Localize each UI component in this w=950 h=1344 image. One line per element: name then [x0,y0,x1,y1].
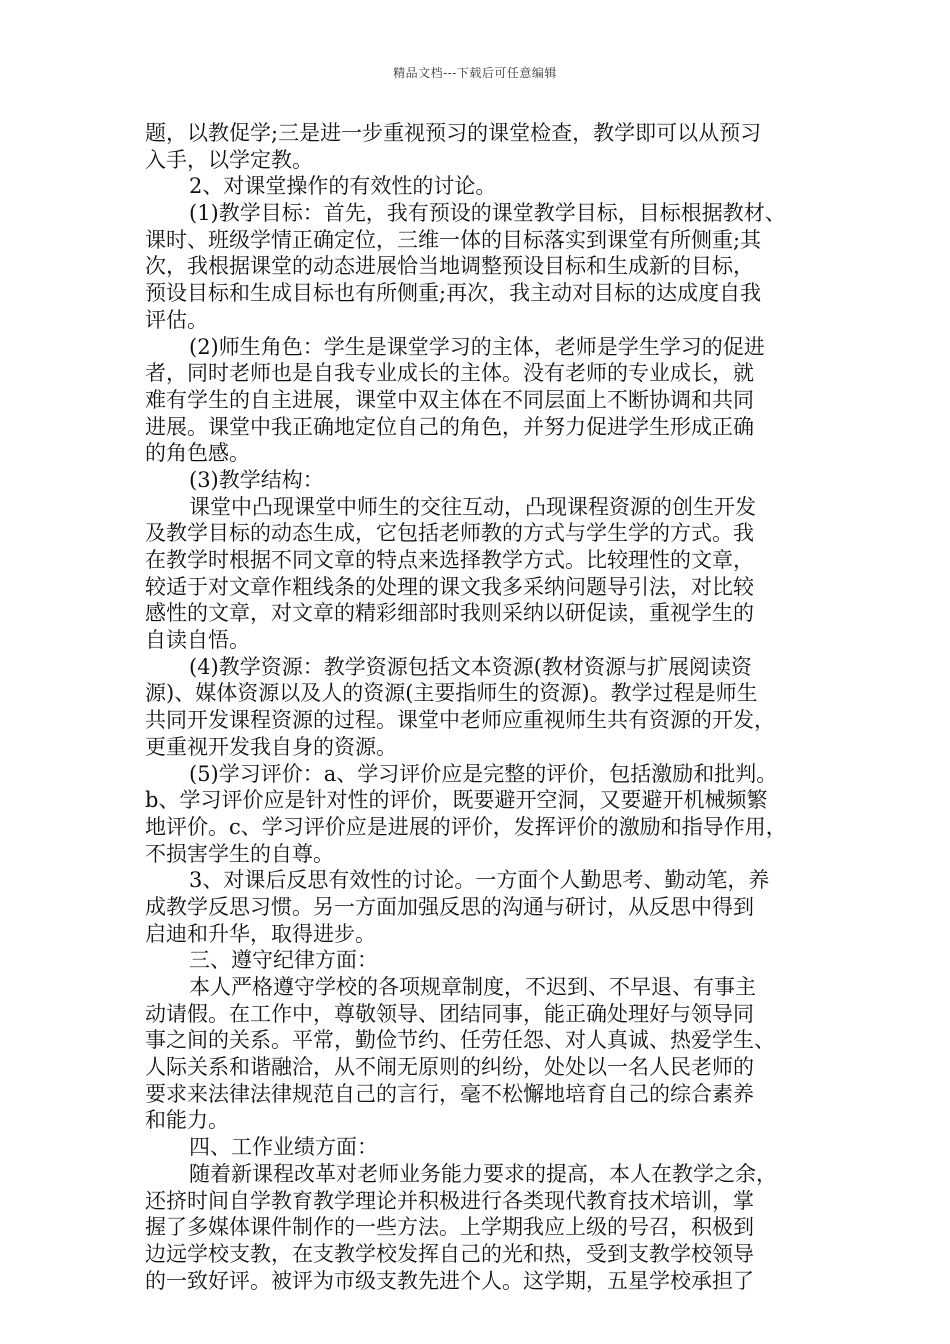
text-line: 事之间的关系。平常，勤俭节约、任劳任怨、对人真诚、热爱学生、 [145,1028,775,1053]
text-line: 和能力。 [145,1108,229,1133]
text-line: 共同开发课程资源的过程。课堂中老师应重视师生共有资源的开发， [145,708,775,733]
text-line: 者，同时老师也是自我专业成长的主体。没有老师的专业成长，就 [145,361,754,386]
text-line: 三、遵守纪律方面： [189,948,378,973]
text-line: 地评价。c、学习评价应是进展的评价，发挥评价的激励和指导作用， [145,814,787,839]
text-line: 感性的文章，对文章的精彩细部时我则采纳以研促读，重视学生的 [145,601,754,626]
text-line: 次，我根据课堂的动态进展恰当地调整预设目标和生成新的目标， [145,254,754,279]
text-line: 人际关系和谐融洽，从不闹无原则的纠纷，处处以一名人民老师的 [145,1055,754,1080]
text-line: (5)学习评价：a、学习评价应是完整的评价，包括激励和批判。 [189,761,778,786]
text-line: 难有学生的自主进展，课堂中双主体在不同层面上不断协调和共同 [145,387,754,412]
text-line: 不损害学生的自尊。 [145,841,334,866]
text-line: 本人严格遵守学校的各项规章制度，不迟到、不早退、有事主 [189,975,756,999]
document-body [145,120,813,1294]
text-line: 的一致好评。被评为市级支教先进个人。这学期，五星学校承担了 [145,1268,754,1293]
text-line: 握了多媒体课件制作的一些方法。上学期我应上级的号召，积极到 [145,1215,754,1240]
text-line: 自读自悟。 [145,628,250,653]
text-line: 进展。课堂中我正确地定位自己的角色，并努力促进学生形成正确 [145,414,754,439]
text-line: 动请假。在工作中，尊敬领导、团结同事，能正确处理好与领导同 [145,1001,754,1026]
text-line: 边远学校支教，在支教学校发挥自己的光和热，受到支教学校领导 [145,1241,754,1266]
text-line: 3、对课后反思有效性的讨论。一方面个人勤思考、勤动笔，养 [189,868,770,893]
text-line: b、学习评价应是针对性的评价，既要避开空洞，又要避开机械频繁 [145,788,768,813]
text-line: (4)教学资源：教学资源包括文本资源(教材资源与扩展阅读资 [189,654,752,679]
text-line: 源)、媒体资源以及人的资源(主要指师生的资源)。教学过程是师生 [145,681,758,706]
text-line: 还挤时间自学教育教学理论并积极进行各类现代教育技术培训，掌 [145,1188,754,1213]
text-line: (1)教学目标：首先，我有预设的课堂教学目标，目标根据教材、 [189,201,786,226]
page-header: 精品文档---下载后可任意编辑 [393,66,557,80]
text-line: 预设目标和生成目标也有所侧重;再次，我主动对目标的达成度自我 [145,281,762,306]
text-line: 及教学目标的动态生成，它包括老师教的方式与学生学的方式。我 [145,521,754,546]
text-line: 课堂中凸现课堂中师生的交往互动，凸现课程资源的创生开发 [189,494,756,519]
text-line: 要求来法律法律规范自己的言行，毫不松懈地培育自己的综合素养 [145,1081,754,1106]
text-line: 课时、班级学情正确定位，三维一体的目标落实到课堂有所侧重;其 [145,227,762,252]
text-line: (2)师生角色：学生是课堂学习的主体，老师是学生学习的促进 [189,334,765,359]
text-line: 评估。 [145,307,208,332]
text-line: 成教学反思习惯。另一方面加强反思的沟通与研讨，从反思中得到 [145,894,754,919]
text-line: 2、对课堂操作的有效性的讨论。 [189,174,497,199]
text-line: 四、工作业绩方面： [189,1135,378,1160]
text-line: 入手，以学定教。 [145,147,313,172]
text-line: 启迪和升华，取得进步。 [145,921,376,946]
text-line: 在教学时根据不同文章的特点来选择教学方式。比较理性的文章， [145,548,754,572]
text-line: 题，以教促学;三是进一步重视预习的课堂检查，教学即可以从预习 [145,121,762,145]
text-line: (3)教学结构： [189,467,324,492]
text-line: 随着新课程改革对老师业务能力要求的提高，本人在教学之余， [189,1161,777,1186]
text-line: 的角色感。 [145,441,250,466]
text-line: 较适于对文章作粗线条的处理的课文我多采纳问题导引法，对比较 [145,574,754,599]
text-line: 更重视开发我自身的资源。 [145,734,397,759]
